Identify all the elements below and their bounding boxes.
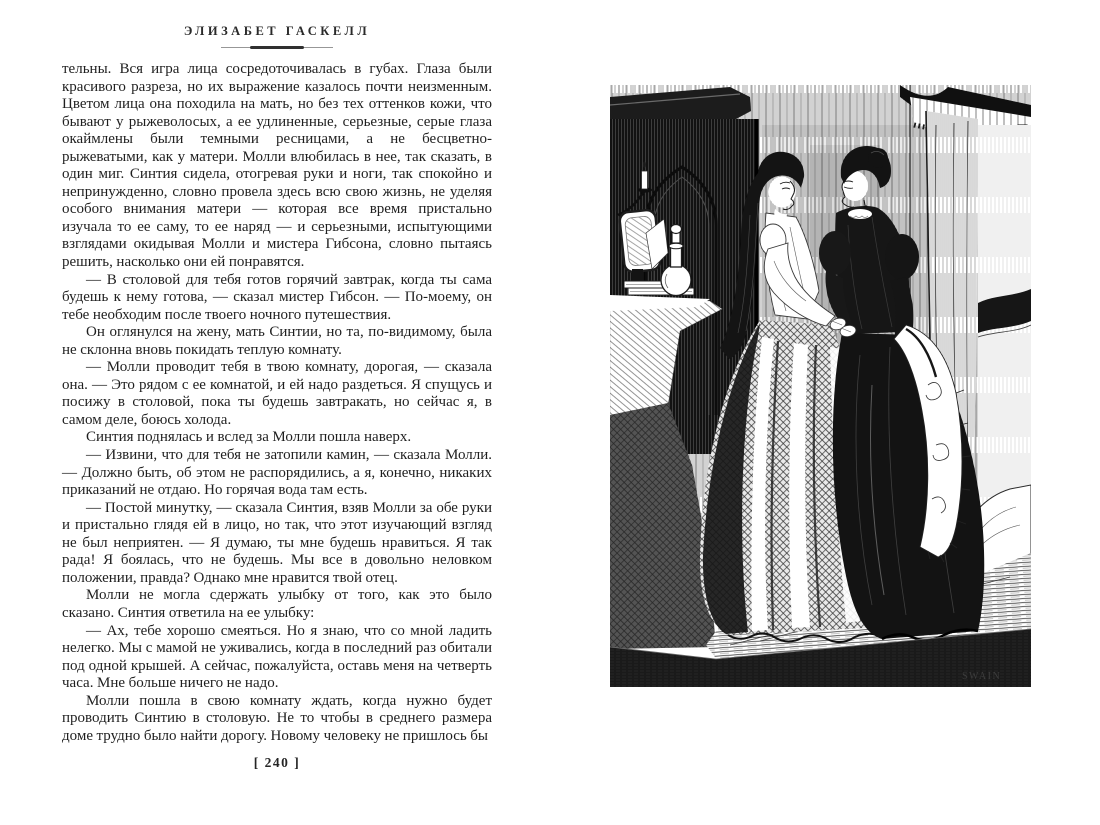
right-page [610,85,1031,691]
body-paragraph: Молли не могла сдержать улыбку от того, как это было сказано. Синтия ответила на ее улыбку: [62,587,492,621]
cynthia-bun [868,148,888,168]
engraver-signature: SWAIN [962,671,1002,682]
header-ornament [62,46,492,49]
page-number: [ 240 ] [253,755,301,770]
body-paragraph: Синтия поднялась и вслед за Молли пошла наверх. [86,429,412,446]
body-paragraph: — Молли проводит тебя в твою комнату, дорогая, — сказала она. — Это рядом с ее комнатой, и ей надо раздеться. Я спущусь и посижу в столовой, пока ты будешь завтракать, но сейчас я, в самом деле, боюсь холода. [62,359,492,428]
body-paragraph: — Постой минутку, — сказала Синтия, взяв Молли за обе руки и пристально глядя ей в лицо, но так, что этот изучающий взгляд не был неприятен. — Я думаю, ты мне будешь нравиться. Я так рада! Я боялась, что не будешь. Мы все в довольно неловком положении, правда? Однако мне нравится твой отец. [62,499,492,586]
text-column [62,61,492,745]
cynthia-sleeve-right [885,234,919,280]
cynthia-sleeve-left [819,231,851,275]
body-paragraph: тельны. Вся игра лица сосредоточивалась в губах. Глаза были красивого разреза, но их выражение казалось почти неизменным. Цветом лица она походила на мать, но без тех оттенков кожи, что бывают у рыжеволосых, а ее удлиненные, серьезные, серые глаза окаймлены были темными ресницами, а не бесцветно-рыжеватыми, как у матери. Молли влюбилась в нее, так сказать, в один миг. Синтия сидела, отогревая руки и ноги, так спокойно и непринужденно, словно провела здесь всю свою жизнь, не уделяя особого внимания матери — которая все время пристально изучала то ее саму, то ее наряд — и серьезными, испытующими взглядами окидывая Молли и мистера Гибсона, словно пытаясь решить, насколько они ей понравятся. [62,61,492,271]
book-illustration [610,85,1031,691]
molly-face [769,177,796,208]
body-paragraph: — Извини, что для тебя не затопили камин, — сказала Молли. — Должно быть, об этом не распорядились, а я, конечно, никаких приказаний не отдаю. Но горячая вода там есть. [62,447,492,499]
body-paragraph: — В столовой для тебя готов горячий завтрак, когда ты сама будешь к нему готова, — сказал мистер Гибсон. — По-моему, он тебе необходим после твоего ночного путешествия. [62,271,492,323]
body-paragraph: Молли пошла в свою комнату ждать, когда нужно будет проводить Синтию в столовую. Не то чтобы в среднего размера доме трудно было найти дорогу. Новому человеку не пришлось бы [62,692,492,744]
body-paragraph: — Ах, тебе хорошо смеяться. Но я знаю, что со мной ладить нелегко. Мы с мамой не уживались, когда в последний раз обитали под одной крышей. А сейчас, пожалуйста, оставь меня на четверть часа. Мне больше ничего не надо. [62,622,492,692]
running-header: ЭЛИЗАБЕТ ГАСКЕЛЛ [183,24,371,38]
ornament-rule [221,46,333,49]
body-paragraph: Он оглянулся на жену, мать Синтии, но та, по-видимому, была не склонна вновь покидать теплую комнату. [62,324,492,358]
